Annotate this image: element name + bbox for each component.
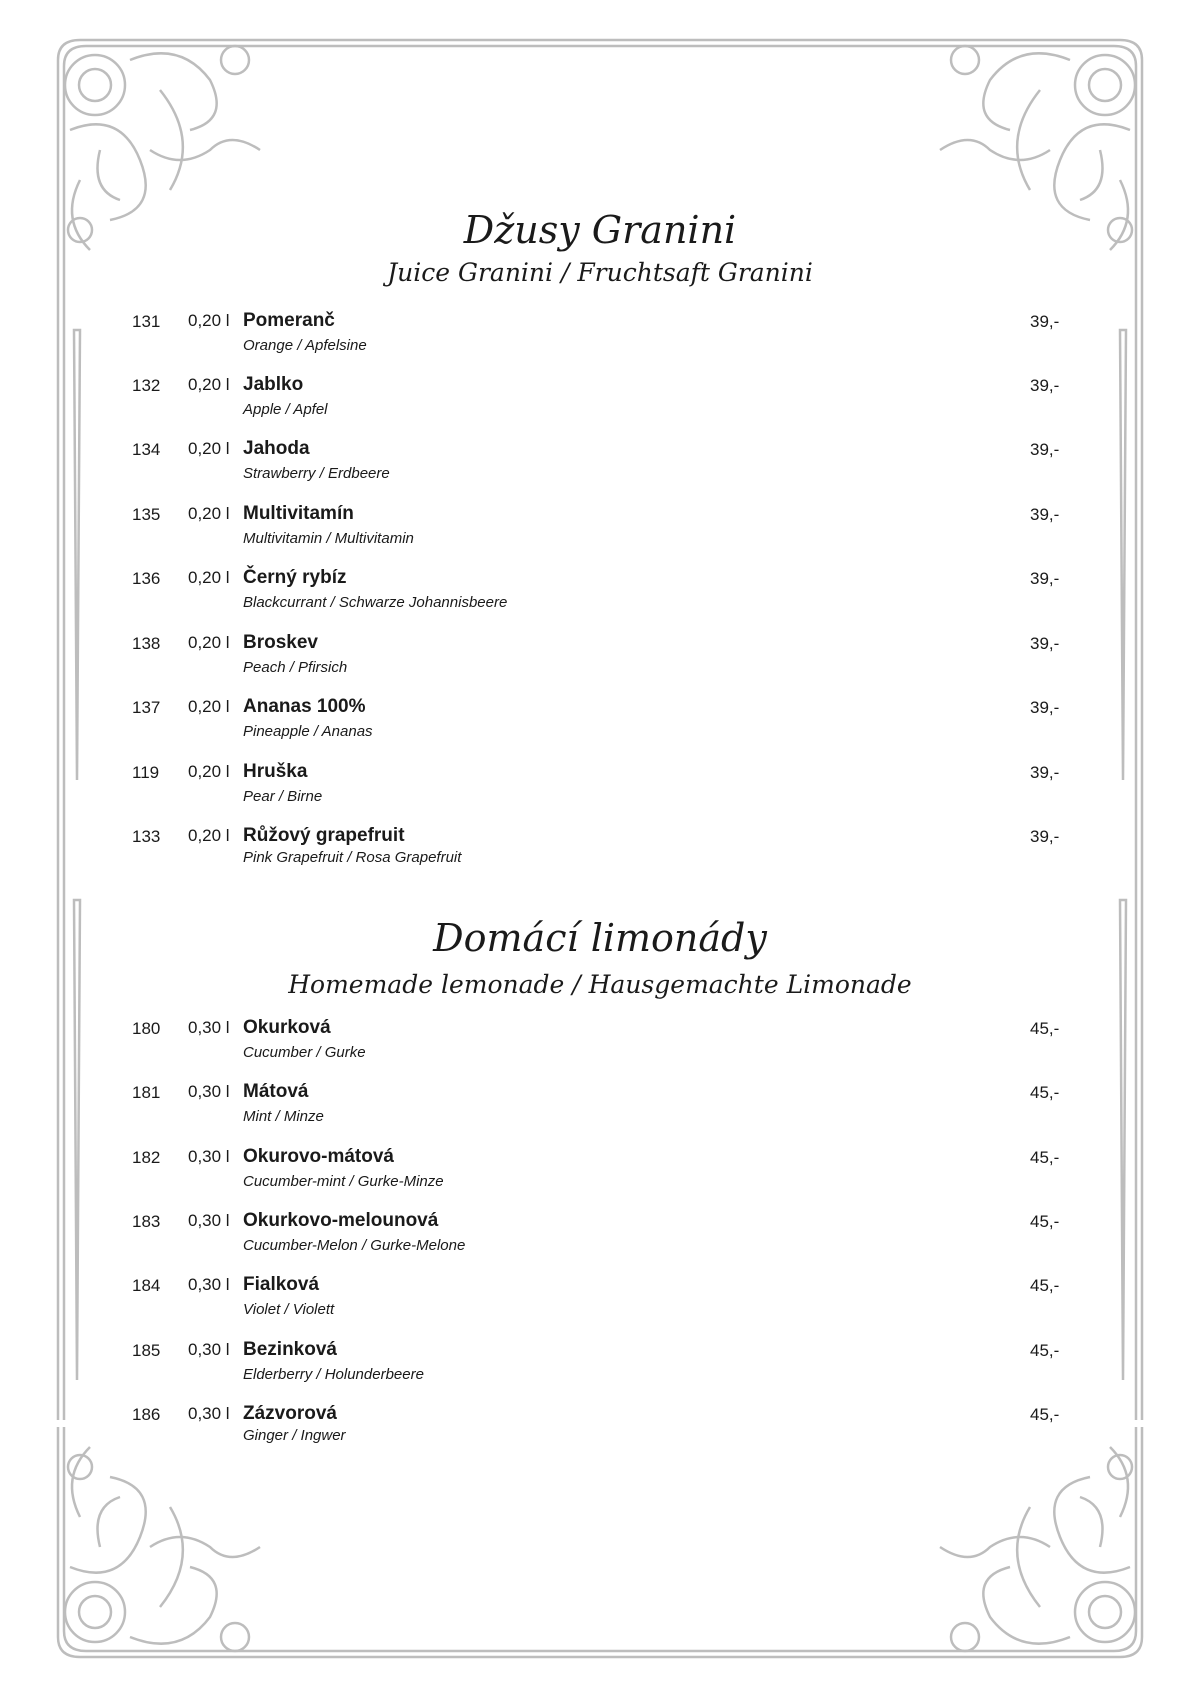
item-price: 45,- xyxy=(1030,1276,1060,1295)
item-name: Mátová xyxy=(243,1081,309,1102)
item-volume: 0,20 l xyxy=(188,568,230,587)
item-volume: 0,30 l xyxy=(188,1211,230,1230)
item-name: Ananas 100% xyxy=(243,696,366,717)
item-volume: 0,20 l xyxy=(188,439,230,458)
item-name: Broskev xyxy=(243,632,318,653)
item-name: Multivitamín xyxy=(243,503,354,524)
list-item xyxy=(0,505,1200,561)
list-item xyxy=(0,634,1200,690)
item-price: 45,- xyxy=(1030,1083,1060,1102)
item-volume: 0,20 l xyxy=(188,762,230,781)
item-number: 135 xyxy=(132,505,161,524)
item-price: 45,- xyxy=(1030,1341,1060,1360)
item-translation: Multivitamin / Multivitamin xyxy=(243,530,414,547)
item-price: 45,- xyxy=(1030,1405,1060,1424)
item-volume: 0,20 l xyxy=(188,504,230,523)
item-price: 39,- xyxy=(1030,440,1060,459)
item-name: Zázvorová xyxy=(243,1403,337,1424)
list-item xyxy=(0,312,1200,368)
item-translation: Cucumber-mint / Gurke-Minze xyxy=(243,1173,444,1190)
item-number: 184 xyxy=(132,1276,161,1295)
list-item xyxy=(0,1276,1200,1332)
item-translation: Pink Grapefruit / Rosa Grapefruit xyxy=(243,849,462,866)
list-item xyxy=(0,376,1200,432)
list-item xyxy=(0,1212,1200,1268)
item-number: 182 xyxy=(132,1148,161,1167)
item-name: Růžový grapefruit xyxy=(243,825,405,846)
item-name: Fialková xyxy=(243,1274,320,1295)
item-price: 39,- xyxy=(1030,312,1060,331)
item-price: 39,- xyxy=(1030,763,1060,782)
section-title-lemonades: Domácí limonády xyxy=(433,916,767,960)
item-number: 181 xyxy=(132,1083,161,1102)
item-name: Pomeranč xyxy=(243,310,335,331)
item-translation: Pineapple / Ananas xyxy=(243,723,373,740)
item-number: 180 xyxy=(132,1019,161,1038)
item-price: 39,- xyxy=(1030,376,1060,395)
item-volume: 0,20 l xyxy=(188,697,230,716)
item-number: 119 xyxy=(132,763,160,782)
item-price: 45,- xyxy=(1030,1148,1060,1167)
list-item xyxy=(0,827,1200,883)
item-volume: 0,30 l xyxy=(188,1340,230,1359)
list-item xyxy=(0,1341,1200,1397)
item-volume: 0,20 l xyxy=(188,633,230,652)
item-number: 186 xyxy=(132,1405,161,1424)
item-translation: Peach / Pfirsich xyxy=(243,659,348,676)
item-number: 133 xyxy=(132,827,161,846)
item-name: Okurkovo-melounová xyxy=(243,1210,439,1231)
list-item xyxy=(0,763,1200,819)
item-name: Okurková xyxy=(243,1017,331,1038)
item-price: 39,- xyxy=(1030,569,1060,588)
list-item xyxy=(0,698,1200,754)
list-item xyxy=(0,1148,1200,1204)
item-price: 39,- xyxy=(1030,634,1060,653)
item-translation: Mint / Minze xyxy=(243,1108,324,1125)
item-name: Jablko xyxy=(243,374,304,395)
list-item xyxy=(0,569,1200,625)
section-subtitle-juices: Juice Granini / Fruchtsaft Granini xyxy=(387,258,813,287)
section-subtitle-lemonades: Homemade lemonade / Hausgemachte Limonade xyxy=(288,970,912,999)
item-number: 185 xyxy=(132,1341,161,1360)
item-translation: Apple / Apfel xyxy=(243,401,328,418)
item-price: 39,- xyxy=(1030,827,1060,846)
item-translation: Ginger / Ingwer xyxy=(243,1427,346,1444)
item-translation: Cucumber / Gurke xyxy=(243,1044,366,1061)
item-translation: Elderberry / Holunderbeere xyxy=(243,1366,424,1383)
list-item xyxy=(0,1405,1200,1461)
item-price: 45,- xyxy=(1030,1019,1060,1038)
item-number: 132 xyxy=(132,376,161,395)
item-volume: 0,20 l xyxy=(188,826,230,845)
item-translation: Pear / Birne xyxy=(243,788,323,805)
item-number: 183 xyxy=(132,1212,161,1231)
item-number: 138 xyxy=(132,634,161,653)
list-item xyxy=(0,1083,1200,1139)
item-volume: 0,20 l xyxy=(188,311,230,330)
item-volume: 0,30 l xyxy=(188,1147,230,1166)
item-translation: Cucumber-Melon / Gurke-Melone xyxy=(243,1237,466,1254)
list-item xyxy=(0,440,1200,496)
item-translation: Orange / Apfelsine xyxy=(243,337,367,354)
item-translation: Violet / Violett xyxy=(243,1301,335,1318)
item-volume: 0,20 l xyxy=(188,375,230,394)
section-title-juices: Džusy Granini xyxy=(463,208,737,252)
item-price: 39,- xyxy=(1030,698,1060,717)
item-translation: Blackcurrant / Schwarze Johannisbeere xyxy=(243,594,508,611)
item-number: 136 xyxy=(132,569,161,588)
item-name: Hruška xyxy=(243,761,308,782)
list-item xyxy=(0,1019,1200,1075)
item-price: 45,- xyxy=(1030,1212,1060,1231)
item-volume: 0,30 l xyxy=(188,1404,230,1423)
item-volume: 0,30 l xyxy=(188,1082,230,1101)
item-price: 39,- xyxy=(1030,505,1060,524)
item-volume: 0,30 l xyxy=(188,1018,230,1037)
item-name: Černý rybíz xyxy=(243,567,347,588)
item-volume: 0,30 l xyxy=(188,1275,230,1294)
item-name: Jahoda xyxy=(243,438,310,459)
item-name: Okurovo-mátová xyxy=(243,1146,394,1167)
item-number: 131 xyxy=(132,312,161,331)
item-number: 134 xyxy=(132,440,161,459)
item-number: 137 xyxy=(132,698,161,717)
item-name: Bezinková xyxy=(243,1339,337,1360)
item-translation: Strawberry / Erdbeere xyxy=(243,465,390,482)
